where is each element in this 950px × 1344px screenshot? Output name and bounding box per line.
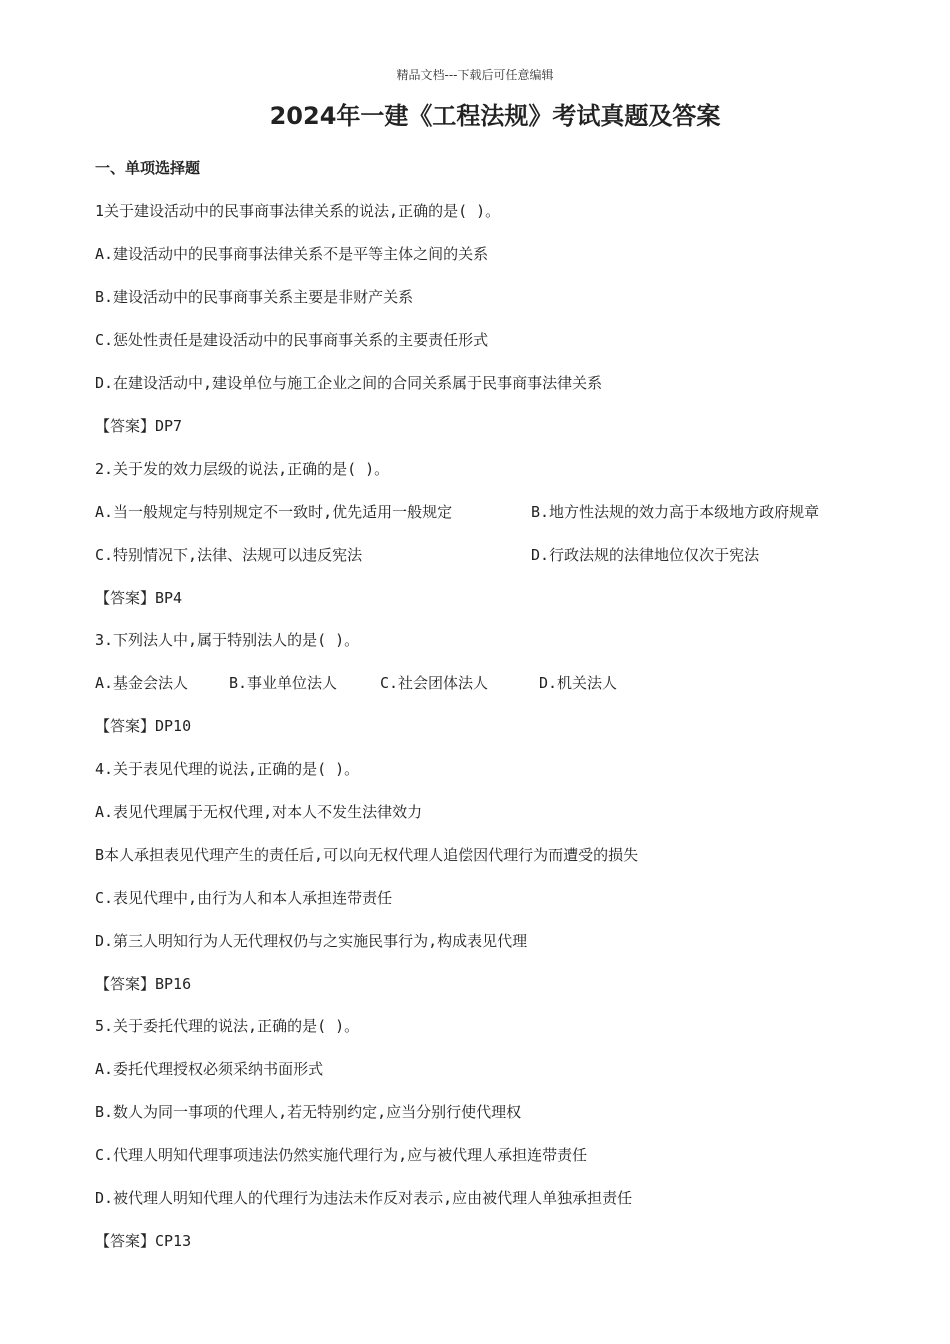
header-note: 精品文档---下载后可任意编辑 <box>396 68 554 82</box>
question-5-option-c: C.代理人明知代理事项违法仍然实施代理行为,应与被代理人承担连带责任 <box>95 1146 588 1164</box>
question-1-answer: 【答案】DP7 <box>95 417 183 435</box>
question-1-option-a: A.建设活动中的民事商事法律关系不是平等主体之间的关系 <box>95 245 489 263</box>
question-3-option-c: C.社会团体法人 <box>380 674 489 692</box>
question-4-answer: 【答案】BP16 <box>95 975 192 993</box>
question-3-option-a: A.基金会法人 <box>95 674 189 692</box>
question-1-option-d: D.在建设活动中,建设单位与施工企业之间的合同关系属于民事商事法律关系 <box>95 374 603 392</box>
question-3-answer: 【答案】DP10 <box>95 717 192 735</box>
question-2-option-a: A.当一般规定与特别规定不一致时,优先适用一般规定 <box>95 503 453 521</box>
document-title: 2024年一建《工程法规》考试真题及答案 <box>269 102 721 130</box>
question-4-option-b: B本人承担表见代理产生的责任后,可以向无权代理人追偿因代理行为而遭受的损失 <box>95 846 639 864</box>
question-4-option-a: A.表见代理属于无权代理,对本人不发生法律效力 <box>95 803 423 821</box>
question-2-option-c: C.特别情况下,法律、法规可以违反宪法 <box>95 546 363 564</box>
section-heading: 一、单项选择题 <box>95 159 201 177</box>
question-5-option-b: B.数人为同一事项的代理人,若无特别约定,应当分别行使代理权 <box>95 1103 522 1121</box>
question-5-stem: 5.关于委托代理的说法,正确的是( )。 <box>95 1017 360 1035</box>
question-4-option-c: C.表见代理中,由行为人和本人承担连带责任 <box>95 889 393 907</box>
question-2-answer: 【答案】BP4 <box>95 589 183 607</box>
question-3-option-b: B.事业单位法人 <box>229 674 338 692</box>
question-4-stem: 4.关于表见代理的说法,正确的是( )。 <box>95 760 360 778</box>
question-5-option-a: A.委托代理授权必须采纳书面形式 <box>95 1060 324 1078</box>
question-3-stem: 3.下列法人中,属于特别法人的是( )。 <box>95 631 360 649</box>
question-1-option-c: C.惩处性责任是建设活动中的民事商事关系的主要责任形式 <box>95 331 489 349</box>
question-3-option-d: D.机关法人 <box>539 674 618 692</box>
question-1-option-b: B.建设活动中的民事商事关系主要是非财产关系 <box>95 288 414 306</box>
question-5-answer: 【答案】CP13 <box>95 1232 192 1250</box>
question-2-stem: 2.关于发的效力层级的说法,正确的是( )。 <box>95 460 390 478</box>
question-4-option-d: D.第三人明知行为人无代理权仍与之实施民事行为,构成表见代理 <box>95 932 528 950</box>
question-1-stem: 1关于建设活动中的民事商事法律关系的说法,正确的是( )。 <box>95 202 501 220</box>
question-2-option-d: D.行政法规的法律地位仅次于宪法 <box>531 546 760 564</box>
question-5-option-d: D.被代理人明知代理人的代理行为违法未作反对表示,应由被代理人单独承担责任 <box>95 1189 633 1207</box>
question-2-option-b: B.地方性法规的效力高于本级地方政府规章 <box>531 503 820 521</box>
